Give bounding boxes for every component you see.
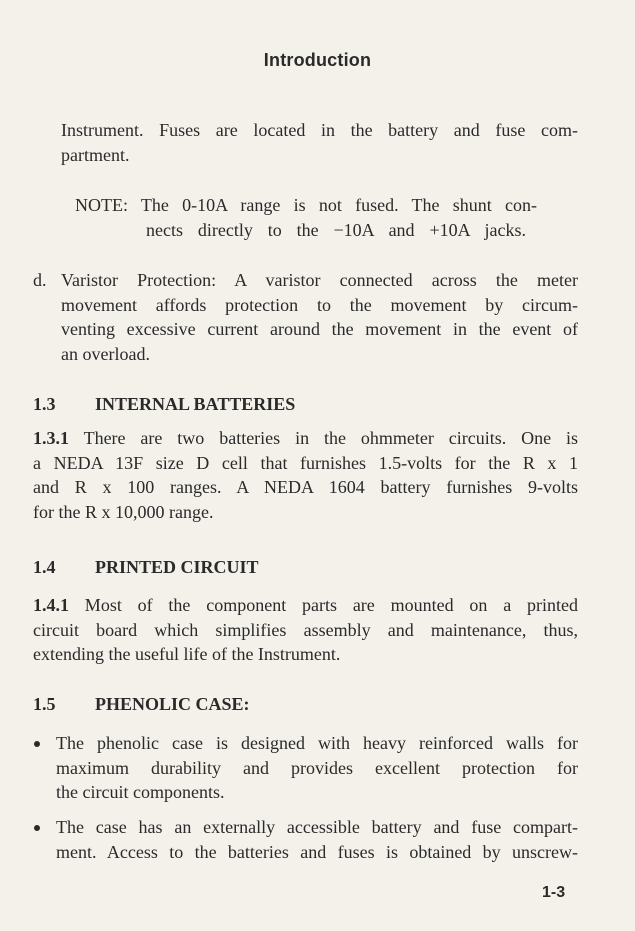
bullet-line: The case has an externally accessible battery and fuse compart- [56, 817, 578, 837]
section-number: 1.5 [33, 694, 56, 714]
intro-line-1: Instrument. Fuses are located in the battery and fuse com- [61, 120, 578, 140]
note-line-2: nects directly to the −10A and +10A jacks. [146, 220, 526, 240]
paragraph-line: extending the useful life of the Instrument. [33, 644, 341, 664]
note-line-1: NOTE: The 0-10A range is not fused. The shunt con- [75, 195, 537, 215]
section-heading-1-4 [33, 555, 259, 579]
paragraph-line: circuit board which simplifies assembly and maintenance, thus, [33, 619, 578, 640]
note-line-1-box [75, 193, 537, 218]
section-heading-1-3 [33, 392, 295, 416]
item-d-marker: d. [33, 270, 47, 290]
bullet-line: The phenolic case is designed with heavy reinforced walls for [56, 733, 578, 753]
page-number: 1-3 [542, 884, 566, 901]
paragraph-line [33, 593, 578, 618]
paragraph-line [33, 426, 578, 451]
section-1-3-paragraph [33, 426, 578, 524]
note-line-2-box [146, 218, 526, 243]
bullet-dot [34, 825, 40, 831]
bullet-line: maximum durability and provides excellent protection for [56, 757, 578, 778]
item-d-line: Varistor Protection: A varistor connected across the meter [61, 270, 578, 290]
paragraph-line: for the R x 10,000 range. [33, 501, 214, 522]
section-1-4-paragraph [33, 593, 578, 667]
subsection-number: 1.4.1 [33, 595, 69, 615]
item-d-line: an overload. [61, 343, 150, 364]
bullet-line: the circuit components. [56, 782, 225, 802]
section-title: PRINTED CIRCUIT [95, 557, 259, 577]
paragraph-line: a NEDA 13F size D cell that furnishes 1.5-volts for the R x 1 [33, 452, 578, 473]
paragraph-text: Most of the component parts are mounted on a printed [69, 595, 578, 615]
intro-line-2: partment. [61, 145, 130, 165]
paragraph-text: There are two batteries in the ohmmeter circuits. One is [69, 428, 578, 448]
item-d-line: movement affords protection to the movement by circum- [61, 294, 578, 315]
intro-paragraph [61, 118, 578, 143]
bullet-item [56, 815, 578, 864]
section-number: 1.4 [33, 557, 56, 577]
bullet-item [56, 731, 578, 805]
section-title: PHENOLIC CASE: [95, 694, 250, 714]
bullet-dot [34, 741, 40, 747]
bullet-line: ment. Access to the batteries and fuses is obtained by unscrew- [56, 841, 578, 862]
item-d-paragraph [61, 268, 578, 366]
item-d-line: venting excessive current around the movement in the event of [61, 319, 578, 339]
paragraph-line: and R x 100 ranges. A NEDA 1604 battery furnishes 9-volts [33, 477, 578, 497]
intro-paragraph-end [61, 143, 578, 168]
subsection-number: 1.3.1 [33, 428, 69, 448]
section-heading-1-5 [33, 692, 250, 716]
section-title: INTERNAL BATTERIES [95, 394, 296, 414]
page-title: Introduction [263, 50, 372, 70]
section-number: 1.3 [33, 394, 56, 414]
